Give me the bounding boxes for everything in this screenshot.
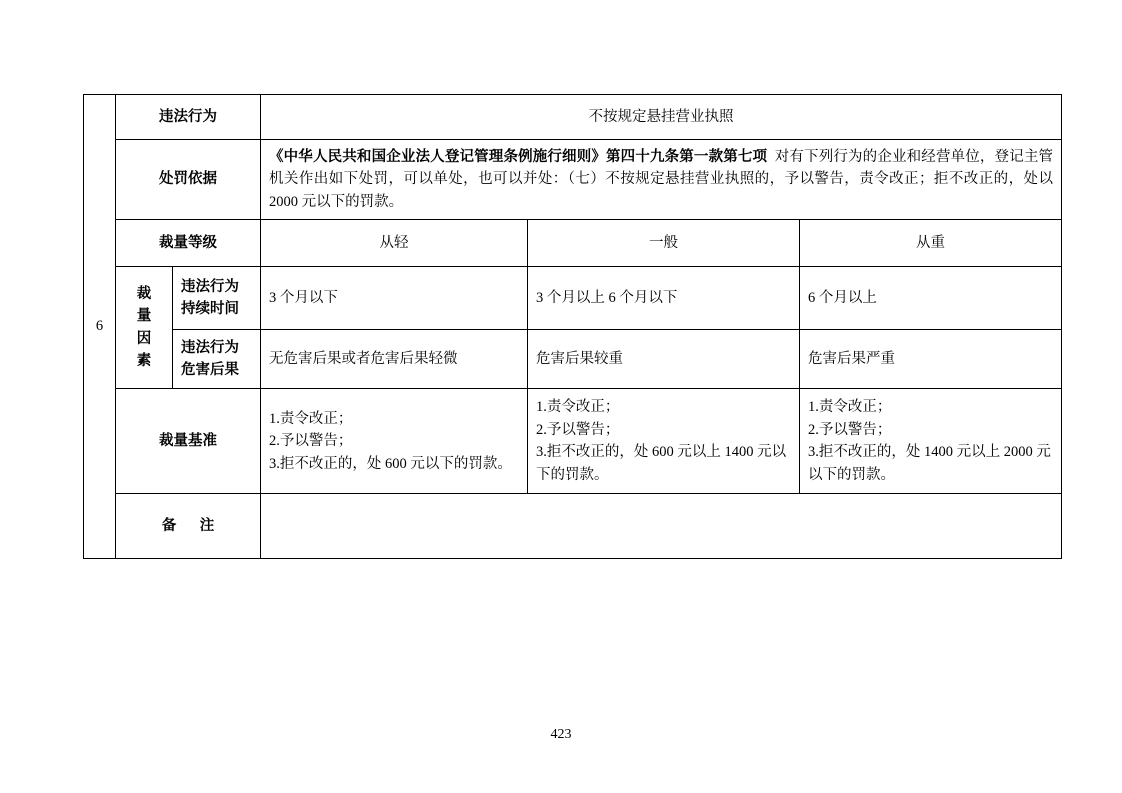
standard-normal-line2: 2.予以警告； bbox=[536, 421, 620, 438]
label-factor-duration bbox=[173, 267, 261, 330]
level-light: 从轻 bbox=[261, 220, 528, 267]
label-factor-consequence-line2: 危害后果 bbox=[181, 362, 239, 379]
table-row-factor-consequence bbox=[84, 330, 1062, 389]
label-violation: 违法行为 bbox=[116, 95, 261, 140]
standard-light-line3: 3.拒不改正的，处 600 元以下的罚款。 bbox=[269, 455, 512, 472]
standard-normal-line3: 3.拒不改正的，处 600 元以上 1400 元以下的罚款。 bbox=[536, 444, 787, 483]
consequence-light: 无危害后果或者危害后果轻微 bbox=[261, 330, 528, 389]
standard-light-line1: 1.责令改正； bbox=[269, 410, 353, 427]
label-discretion-factors bbox=[116, 267, 173, 389]
penalty-basis-bold: 《中华人民共和国企业法人登记管理条例施行细则》第四十九条第一款第七项 bbox=[269, 149, 768, 165]
table-row-remarks bbox=[84, 494, 1062, 559]
factor-char-4: 素 bbox=[136, 353, 152, 370]
page-number: 423 bbox=[550, 727, 572, 742]
row-index-cell: 6 bbox=[84, 95, 116, 559]
duration-normal: 3 个月以上 6 个月以下 bbox=[528, 267, 800, 330]
label-factor-duration-line2: 持续时间 bbox=[181, 301, 239, 318]
consequence-heavy: 危害后果严重 bbox=[800, 330, 1062, 389]
label-factor-consequence bbox=[173, 330, 261, 389]
table-row-standard bbox=[84, 389, 1062, 494]
violation-text: 不按规定悬挂营业执照 bbox=[261, 95, 1062, 140]
label-penalty-basis: 处罚依据 bbox=[116, 140, 261, 220]
level-heavy: 从重 bbox=[800, 220, 1062, 267]
duration-heavy: 6 个月以上 bbox=[800, 267, 1062, 330]
label-factor-consequence-line1: 违法行为 bbox=[181, 339, 239, 356]
duration-light: 3 个月以下 bbox=[261, 267, 528, 330]
factor-char-2: 量 bbox=[136, 308, 152, 325]
table-row-levels bbox=[84, 220, 1062, 267]
consequence-normal: 危害后果较重 bbox=[528, 330, 800, 389]
penalty-basis-text bbox=[261, 140, 1062, 220]
level-normal: 一般 bbox=[528, 220, 800, 267]
factor-char-1: 裁 bbox=[136, 285, 152, 302]
label-factor-duration-line1: 违法行为 bbox=[181, 278, 239, 295]
standard-heavy-line2: 2.予以警告； bbox=[808, 421, 892, 438]
standard-heavy-line3: 3.拒不改正的，处 1400 元以上 2000 元以下的罚款。 bbox=[808, 444, 1051, 483]
standard-light-line2: 2.予以警告； bbox=[269, 433, 353, 450]
standard-heavy-line1: 1.责令改正； bbox=[808, 399, 892, 416]
standard-light bbox=[261, 389, 528, 494]
standard-normal bbox=[528, 389, 800, 494]
factor-char-3: 因 bbox=[136, 330, 152, 347]
standard-heavy bbox=[800, 389, 1062, 494]
table-row-factor-duration bbox=[84, 267, 1062, 330]
discretion-benchmark-table bbox=[83, 94, 1062, 559]
label-remarks: 备 注 bbox=[116, 494, 261, 559]
table-row-penalty-basis bbox=[84, 140, 1062, 220]
standard-normal-line1: 1.责令改正； bbox=[536, 399, 620, 416]
table-row-violation bbox=[84, 95, 1062, 140]
label-discretion-standard: 裁量基准 bbox=[116, 389, 261, 494]
penalty-basis-normal: 对有下列行为的企业和经营单位，登记主管机关作出如下处罚，可以单处，也可以并处：（七）不按规定悬挂营业执照的，予以警告，责令改正；拒不改正的，处以 2000 元以下的罚款。 bbox=[269, 149, 1054, 210]
remarks-value bbox=[261, 494, 1062, 559]
label-discretion-level: 裁量等级 bbox=[116, 220, 261, 267]
